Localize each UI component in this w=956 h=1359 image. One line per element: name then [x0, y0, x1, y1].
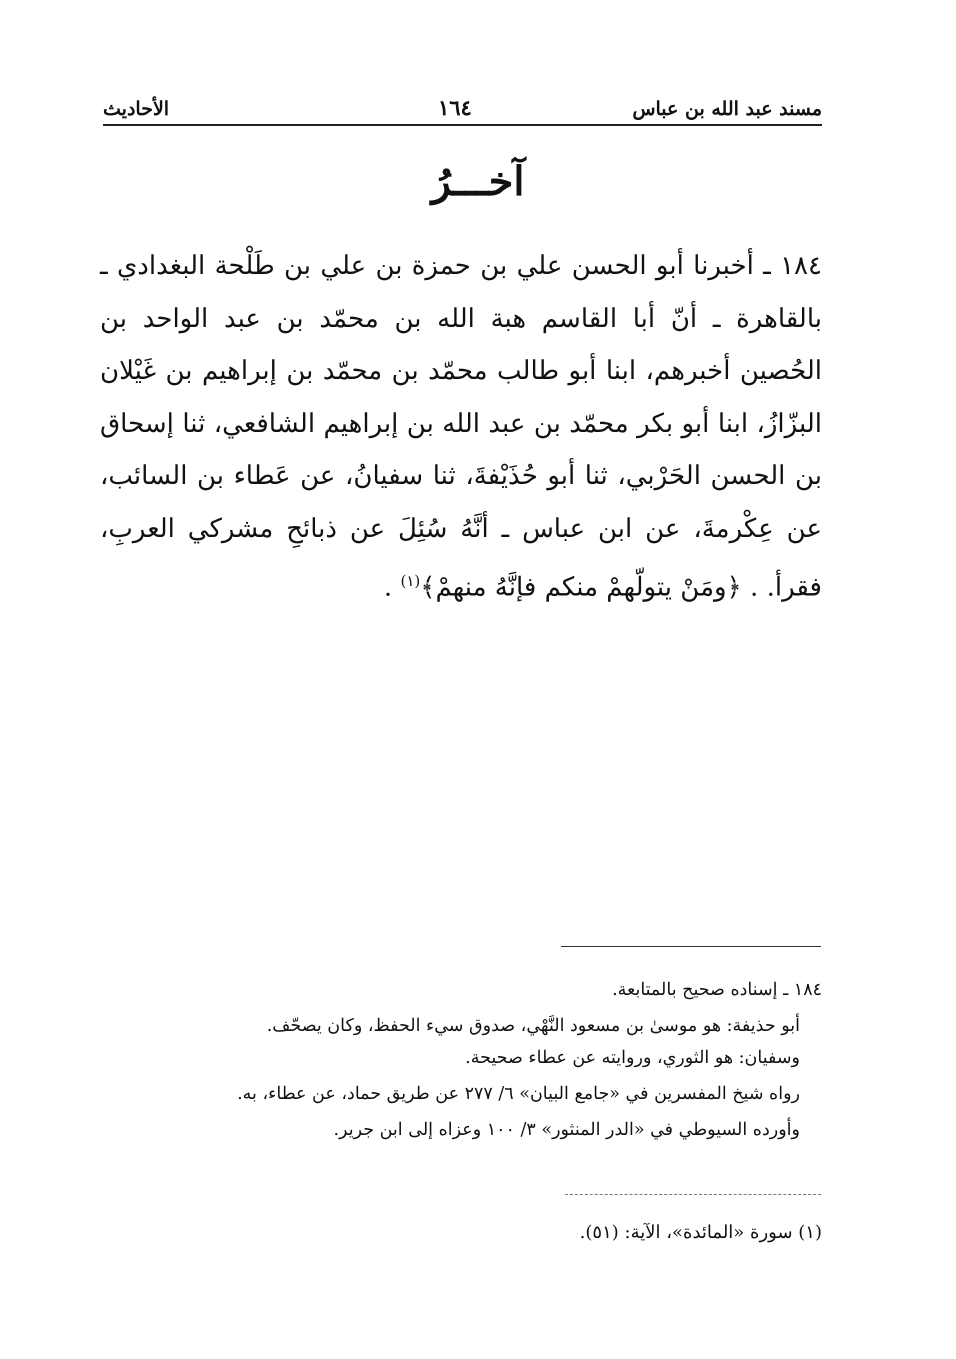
hadith-end: . — [383, 572, 401, 603]
commentary-line: ١٨٤ ـ إسناده صحيح بالمتابعة. — [612, 980, 822, 1000]
commentary-line: رواه شيخ المفسرين في «جامع البيان» ٦/ ٢٧٧ عن طريق حماد، عن عطاء، به. — [237, 1084, 800, 1104]
hadith-text — [100, 240, 822, 614]
hadith-body: ١٨٤ ـ أخبرنا أبو الحسن علي بن حمزة بن علي بن طَلْحة البغدادي ـ بالقاهرة ـ أنّ أبا القاسم هبة الله بن محمّد بن عبد الواحد بن الحُصين أخبرهم، ابنا أبو طالب محمّد بن محمّد بن إبراهيم بن غَيْلان البزّازُ، ابنا أبو بكر محمّد بن عبد الله بن إبراهيم الشافعي، ثنا إسحاق بن الحسن الحَرْبي، ثنا أبو حُذَيْفةَ، ثنا سفيانُ، عن عَطاء بن السائب، عن عِكْرمةَ، عن ابن عباس ـ أنَّهُ سُئِلَ عن ذبائحِ مشركي العربِ، فقرأ. . ﴿ومَنْ يتولّهمْ منكم فإنَّهُ منهمْ﴾ — [100, 251, 822, 603]
footnote: (١) سورة «المائدة»، الآية: (٥١). — [579, 1222, 822, 1243]
page-number: ١٦٤ — [438, 95, 472, 120]
commentary-rule — [561, 946, 821, 947]
section-title: آخـــرُ — [431, 158, 525, 205]
footnote-marker: (١) — [400, 572, 421, 590]
running-header-book-title: مسند عبد الله بن عباس — [632, 98, 822, 120]
commentary-line: وسفيان: هو الثوري، وروايته عن عطاء صحيحة. — [465, 1048, 800, 1068]
header-rule — [103, 124, 822, 126]
commentary-line: أبو حذيفة: هو موسىٰ بن مسعود النَّهْي، صدوق سيء الحفظ، وكان يصحّف. — [266, 1016, 800, 1036]
commentary-line: وأورده السيوطي في «الدر المنثور» ٣/ ١٠٠ وعزاه إلى ابن جرير. — [333, 1120, 800, 1140]
running-header-section: الأحاديث — [103, 98, 170, 120]
footnote-rule — [565, 1194, 821, 1195]
